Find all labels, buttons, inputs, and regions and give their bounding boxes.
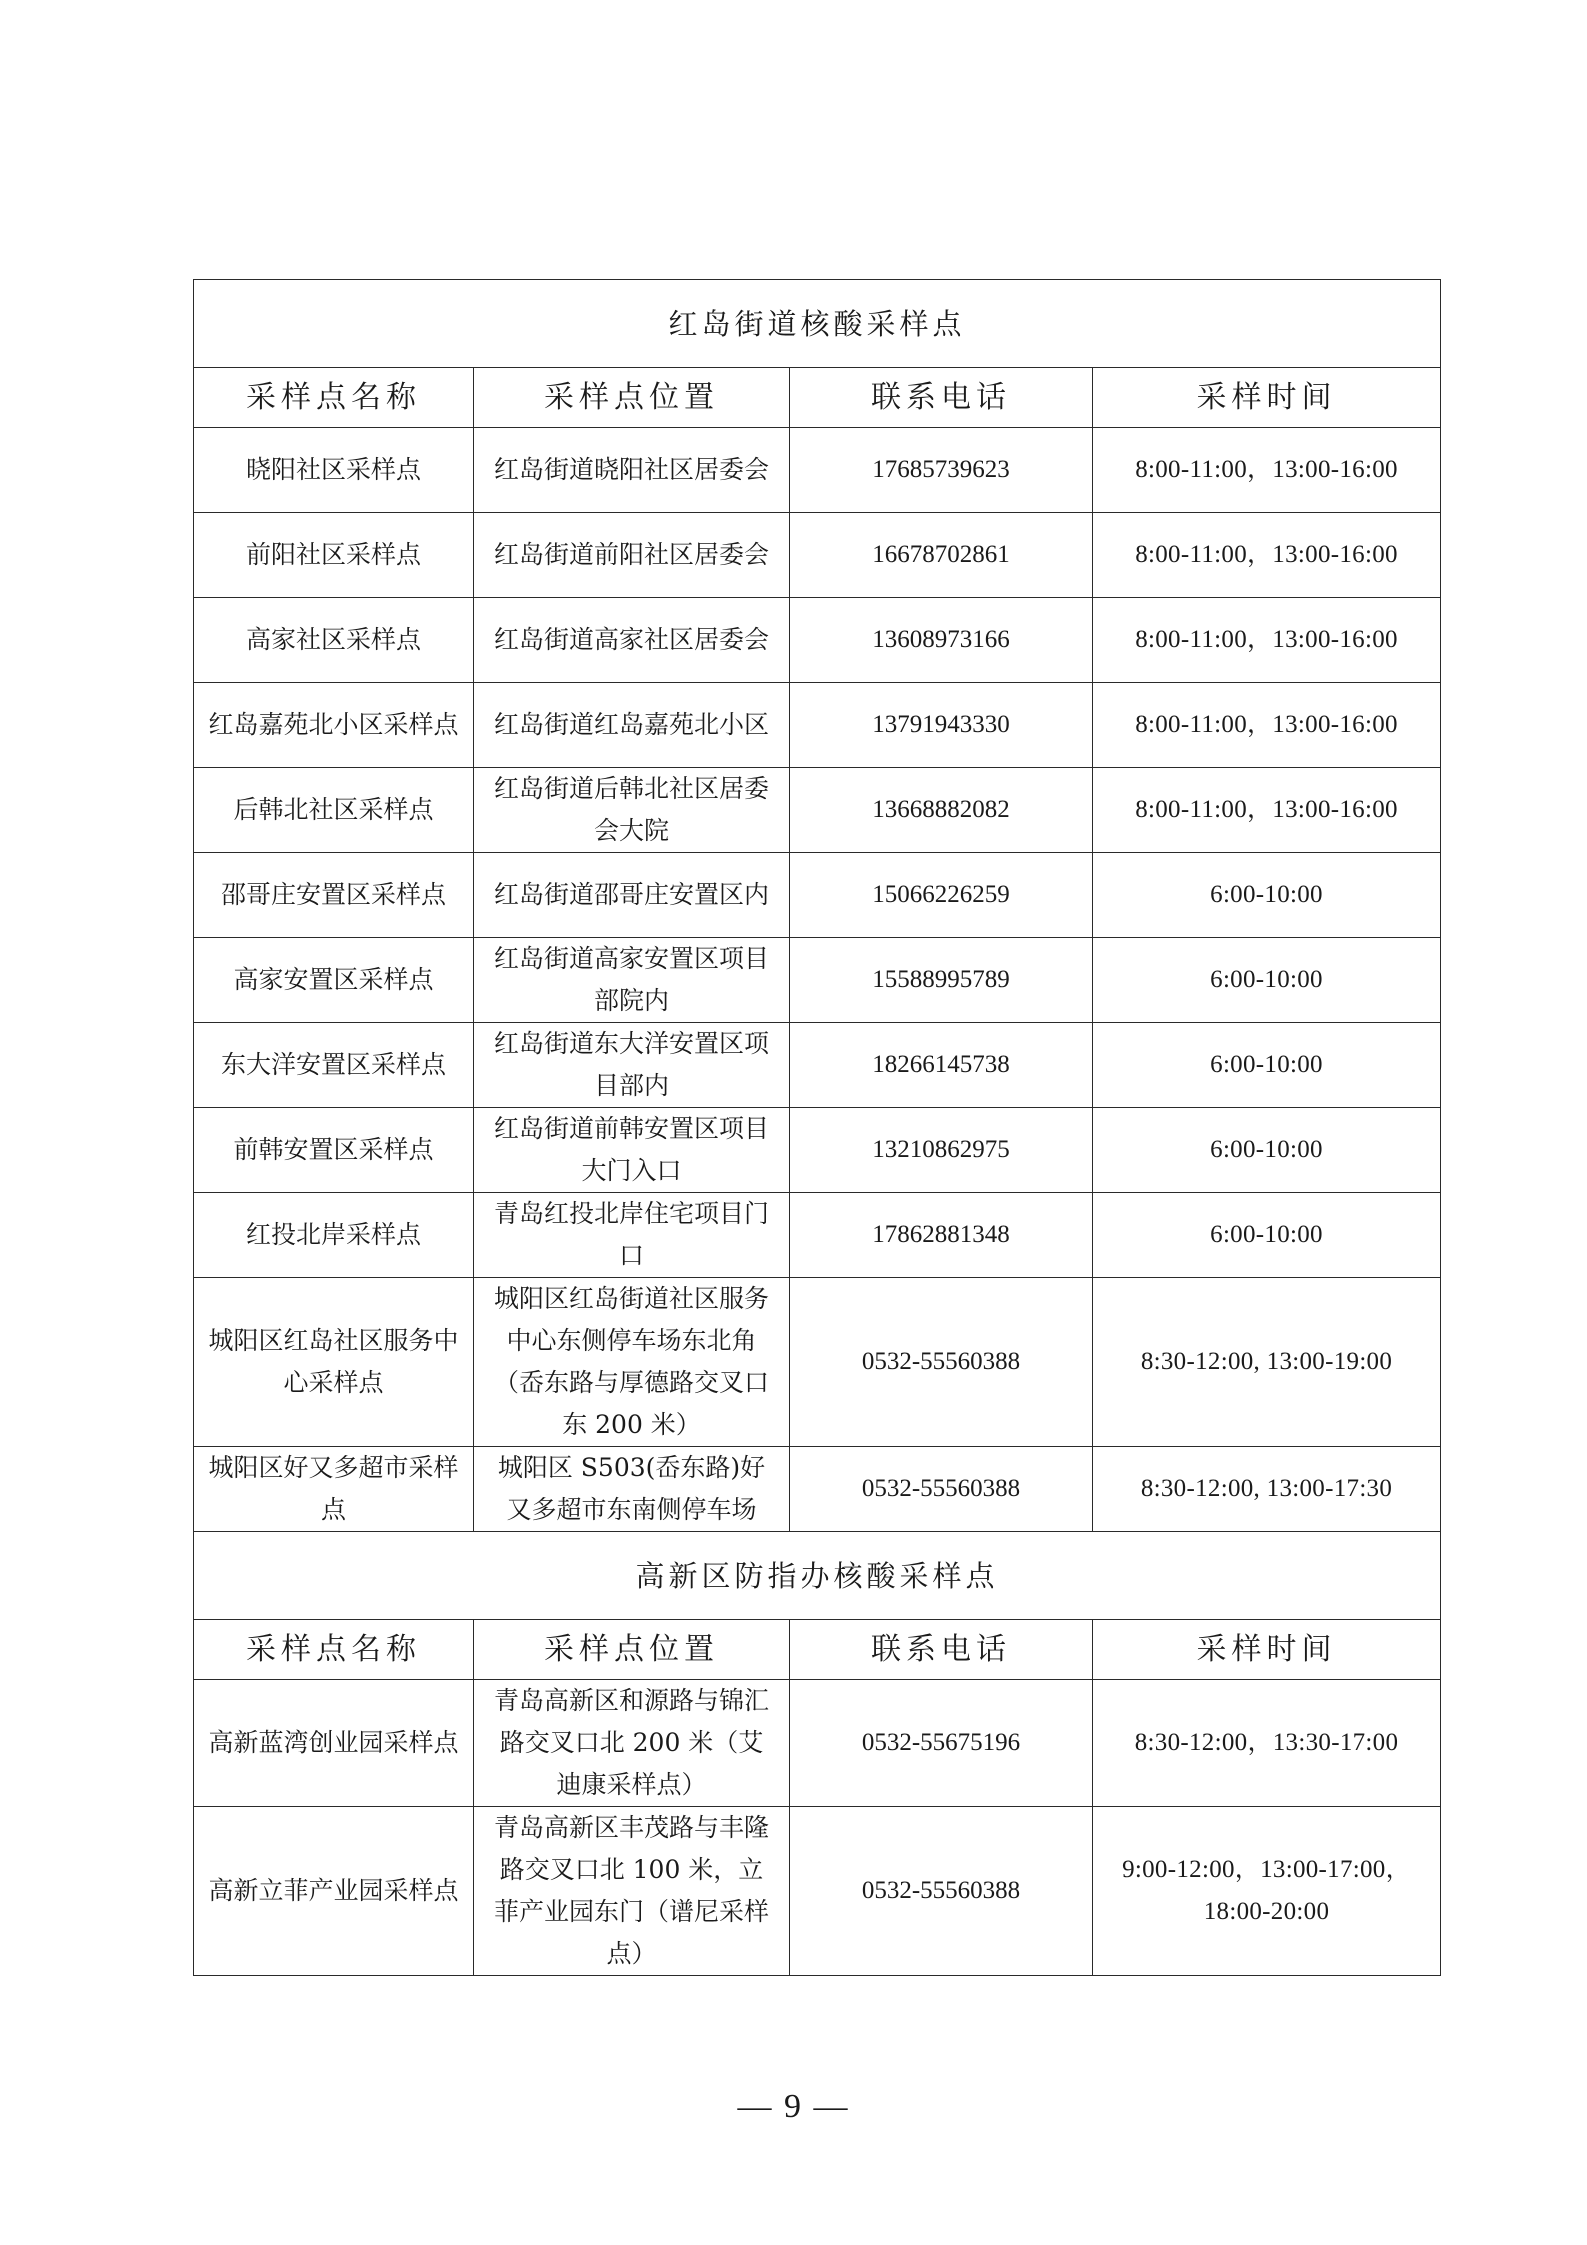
table-row — [194, 598, 1441, 683]
section-title-row — [194, 1532, 1441, 1620]
table-row — [194, 1108, 1441, 1193]
cell-name: 城阳区好又多超市采样点 — [194, 1447, 474, 1532]
cell-location: 青岛高新区和源路与锦汇路交叉口北 200 米（艾迪康采样点） — [474, 1680, 790, 1807]
header-name: 采样点名称 — [194, 1620, 474, 1680]
table-row — [194, 513, 1441, 598]
cell-time: 9:00-12:00，13:00-17:00，18:00-20:00 — [1093, 1807, 1441, 1976]
table-row — [194, 1807, 1441, 1976]
cell-location: 青岛高新区丰茂路与丰隆路交叉口北 100 米，立菲产业园东门（谱尼采样点） — [474, 1807, 790, 1976]
page-number: — 9 — — [737, 2088, 850, 2125]
cell-phone: 16678702861 — [790, 513, 1093, 598]
cell-phone: 17685739623 — [790, 428, 1093, 513]
cell-time: 8:00-11:00，13:00-16:00 — [1093, 683, 1441, 768]
sampling-points-table — [193, 279, 1441, 1976]
header-location: 采样点位置 — [474, 368, 790, 428]
cell-time: 6:00-10:00 — [1093, 1193, 1441, 1278]
cell-phone: 17862881348 — [790, 1193, 1093, 1278]
cell-phone: 13608973166 — [790, 598, 1093, 683]
cell-location: 红岛街道高家安置区项目部院内 — [474, 938, 790, 1023]
cell-time: 6:00-10:00 — [1093, 1108, 1441, 1193]
section-title-row — [194, 280, 1441, 368]
cell-phone: 0532-55560388 — [790, 1278, 1093, 1447]
cell-location: 红岛街道东大洋安置区项目部内 — [474, 1023, 790, 1108]
cell-name: 邵哥庄安置区采样点 — [194, 853, 474, 938]
cell-phone: 18266145738 — [790, 1023, 1093, 1108]
header-phone: 联系电话 — [790, 368, 1093, 428]
cell-time: 6:00-10:00 — [1093, 853, 1441, 938]
cell-location: 红岛街道后韩北社区居委会大院 — [474, 768, 790, 853]
cell-name: 前韩安置区采样点 — [194, 1108, 474, 1193]
cell-location: 红岛街道前阳社区居委会 — [474, 513, 790, 598]
cell-name: 后韩北社区采样点 — [194, 768, 474, 853]
cell-time: 8:00-11:00，13:00-16:00 — [1093, 768, 1441, 853]
cell-phone: 0532-55675196 — [790, 1680, 1093, 1807]
cell-location: 城阳区红岛街道社区服务中心东侧停车场东北角（岙东路与厚德路交叉口东 200 米） — [474, 1278, 790, 1447]
cell-name: 高新立菲产业园采样点 — [194, 1807, 474, 1976]
cell-name: 东大洋安置区采样点 — [194, 1023, 474, 1108]
header-phone: 联系电话 — [790, 1620, 1093, 1680]
cell-phone: 13791943330 — [790, 683, 1093, 768]
cell-phone: 13668882082 — [790, 768, 1093, 853]
cell-location: 红岛街道前韩安置区项目大门入口 — [474, 1108, 790, 1193]
cell-name: 城阳区红岛社区服务中心采样点 — [194, 1278, 474, 1447]
table-row — [194, 1447, 1441, 1532]
cell-location: 红岛街道红岛嘉苑北小区 — [474, 683, 790, 768]
cell-time: 8:30-12:00, 13:00-19:00 — [1093, 1278, 1441, 1447]
table-row — [194, 853, 1441, 938]
table-row — [194, 1680, 1441, 1807]
cell-phone: 0532-55560388 — [790, 1807, 1093, 1976]
cell-name: 晓阳社区采样点 — [194, 428, 474, 513]
table-row — [194, 683, 1441, 768]
table-header-row — [194, 368, 1441, 428]
header-time: 采样时间 — [1093, 368, 1441, 428]
header-name: 采样点名称 — [194, 368, 474, 428]
table-row — [194, 428, 1441, 513]
header-time: 采样时间 — [1093, 1620, 1441, 1680]
cell-time: 6:00-10:00 — [1093, 938, 1441, 1023]
cell-time: 6:00-10:00 — [1093, 1023, 1441, 1108]
header-location: 采样点位置 — [474, 1620, 790, 1680]
cell-location: 红岛街道高家社区居委会 — [474, 598, 790, 683]
cell-location: 红岛街道晓阳社区居委会 — [474, 428, 790, 513]
section-title: 红岛街道核酸采样点 — [194, 280, 1441, 368]
cell-time: 8:30-12:00，13:30-17:00 — [1093, 1680, 1441, 1807]
table-row — [194, 768, 1441, 853]
cell-name: 红投北岸采样点 — [194, 1193, 474, 1278]
cell-phone: 15066226259 — [790, 853, 1093, 938]
cell-phone: 13210862975 — [790, 1108, 1093, 1193]
table-header-row — [194, 1620, 1441, 1680]
cell-phone: 0532-55560388 — [790, 1447, 1093, 1532]
cell-name: 高家社区采样点 — [194, 598, 474, 683]
cell-time: 8:00-11:00，13:00-16:00 — [1093, 598, 1441, 683]
table-row — [194, 1023, 1441, 1108]
cell-name: 红岛嘉苑北小区采样点 — [194, 683, 474, 768]
cell-location: 城阳区 S503(岙东路)好又多超市东南侧停车场 — [474, 1447, 790, 1532]
cell-name: 高新蓝湾创业园采样点 — [194, 1680, 474, 1807]
table-row — [194, 1278, 1441, 1447]
cell-location: 红岛街道邵哥庄安置区内 — [474, 853, 790, 938]
table-row — [194, 938, 1441, 1023]
cell-location: 青岛红投北岸住宅项目门口 — [474, 1193, 790, 1278]
cell-name: 高家安置区采样点 — [194, 938, 474, 1023]
section-title: 高新区防指办核酸采样点 — [194, 1532, 1441, 1620]
cell-time: 8:00-11:00，13:00-16:00 — [1093, 428, 1441, 513]
cell-time: 8:30-12:00, 13:00-17:30 — [1093, 1447, 1441, 1532]
table-row — [194, 1193, 1441, 1278]
cell-name: 前阳社区采样点 — [194, 513, 474, 598]
cell-time: 8:00-11:00，13:00-16:00 — [1093, 513, 1441, 598]
cell-phone: 15588995789 — [790, 938, 1093, 1023]
